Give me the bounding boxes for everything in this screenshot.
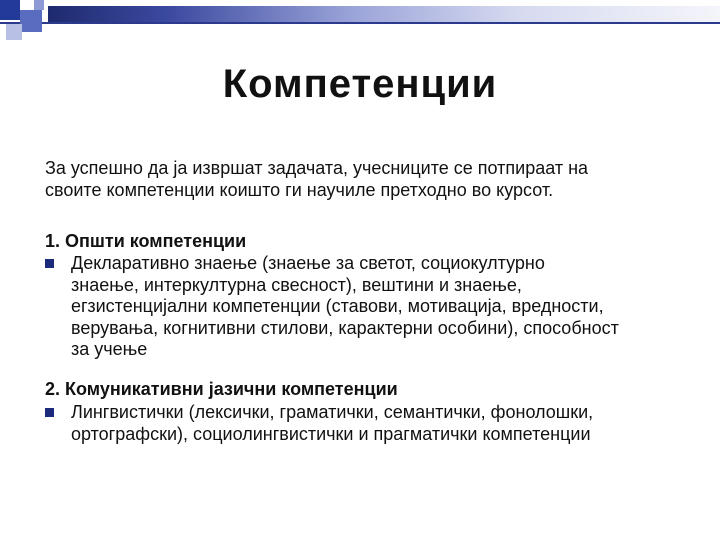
bullet-line: верувања, когнитивни стилови, карактерни особини), способност — [71, 317, 619, 338]
bullet-line: за учење — [71, 339, 148, 359]
bullet-line: ортографски), социолингвистички и прагматички компетенции — [71, 423, 591, 444]
decorative-square — [6, 24, 22, 40]
intro-paragraph — [45, 158, 685, 201]
header-decoration-line — [0, 22, 720, 24]
header-decoration-strip — [48, 6, 720, 22]
bullet-line: знаење, интеркултурна свесност), вештини и знаење, — [71, 274, 522, 295]
intro-line: За успешно да ја извршат задачата, учесниците се потпираат на — [45, 158, 589, 178]
square-bullet-icon — [45, 259, 54, 268]
decorative-square — [20, 10, 42, 32]
slide-title: Компетенции — [222, 62, 498, 106]
bullet-line: егзистенцијални компетенции (ставови, мотивација, вредности, — [71, 296, 604, 316]
bullet-text — [71, 402, 701, 445]
bullet-text — [71, 253, 701, 361]
section-heading-communicative: 2. Комуникативни јазични компетенции — [45, 379, 398, 399]
square-bullet-icon — [45, 408, 54, 417]
intro-line: своите компетенции коишто ги научиле претходно во курсот. — [45, 179, 554, 200]
bullet-line: Лингвистички (лексички, граматички, семантички, фонолошки, — [71, 402, 594, 422]
decorative-square — [0, 0, 20, 20]
decorative-square — [34, 0, 44, 10]
section-heading-general: 1. Општи компетенции — [45, 231, 247, 251]
bullet-line: Декларативно знаење (знаење за светот, социокултурно — [71, 253, 545, 273]
